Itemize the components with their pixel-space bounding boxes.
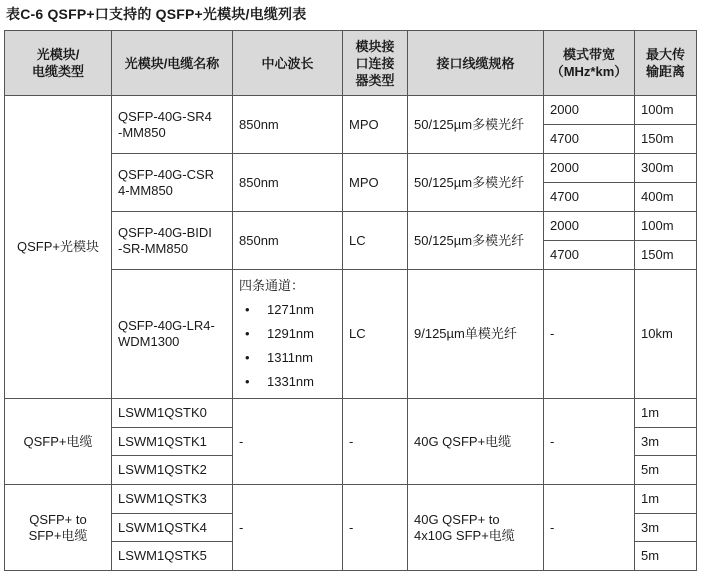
bandwidth-cell: -: [544, 485, 635, 571]
bandwidth-cell: 2000: [544, 96, 635, 125]
list-item: • 1311nm: [239, 346, 336, 370]
module-name-cell: LSWM1QSTK2: [112, 456, 233, 485]
col-header-name: 光模块/电缆名称: [112, 31, 233, 96]
wavelength-list: [239, 298, 336, 394]
wavelength-cell: 850nm: [233, 154, 343, 212]
cable-spec-cell: 40G QSFP+ to 4x10G SFP+电缆: [408, 485, 544, 571]
cable-spec-cell: 9/125µm单模光纤: [408, 270, 544, 399]
cable-spec-cell: 50/125µm多模光纤: [408, 96, 544, 154]
table-row: [5, 96, 697, 125]
group-type-cell: QSFP+电缆: [5, 399, 112, 485]
connector-cell: LC: [343, 270, 408, 399]
connector-cell: -: [343, 399, 408, 485]
cable-spec-cell: 50/125µm多模光纤: [408, 154, 544, 212]
distance-cell: 1m: [635, 399, 697, 428]
bandwidth-cell: -: [544, 399, 635, 485]
wavelength-cell: [233, 270, 343, 399]
distance-cell: 1m: [635, 485, 697, 514]
bandwidth-cell: -: [544, 270, 635, 399]
module-name-cell: LSWM1QSTK4: [112, 514, 233, 542]
distance-cell: 3m: [635, 428, 697, 456]
header-row: [5, 31, 697, 96]
distance-cell: 400m: [635, 183, 697, 212]
distance-cell: 300m: [635, 154, 697, 183]
distance-cell: 100m: [635, 212, 697, 241]
connector-cell: MPO: [343, 96, 408, 154]
col-header-wavelength: 中心波长: [233, 31, 343, 96]
table-caption: 表C-6 QSFP+口支持的 QSFP+光模块/电缆列表: [6, 6, 307, 22]
bandwidth-cell: 2000: [544, 212, 635, 241]
bandwidth-cell: 4700: [544, 241, 635, 270]
cable-spec-cell: 50/125µm多模光纤: [408, 212, 544, 270]
module-name-cell: LSWM1QSTK5: [112, 542, 233, 571]
cable-spec-cell: 40G QSFP+电缆: [408, 399, 544, 485]
module-name-cell: LSWM1QSTK0: [112, 399, 233, 428]
list-item: • 1331nm: [239, 370, 336, 394]
connector-cell: LC: [343, 212, 408, 270]
col-header-connector: 模块接 口连接 器类型: [343, 31, 408, 96]
distance-cell: 10km: [635, 270, 697, 399]
module-spec-table: [4, 30, 697, 571]
group-type-cell: QSFP+ to SFP+电缆: [5, 485, 112, 571]
col-header-bandwidth: 模式带宽 （MHz*km）: [544, 31, 635, 96]
wavelength-cell: 850nm: [233, 212, 343, 270]
wavelength-cell: -: [233, 485, 343, 571]
connector-cell: -: [343, 485, 408, 571]
module-name-cell: QSFP-40G-BIDI -SR-MM850: [112, 212, 233, 270]
bandwidth-cell: 4700: [544, 125, 635, 154]
col-header-cable: 接口线缆规格: [408, 31, 544, 96]
distance-cell: 5m: [635, 456, 697, 485]
distance-cell: 5m: [635, 542, 697, 571]
wavelength-channels-title: 四条通道：: [239, 278, 305, 293]
distance-cell: 3m: [635, 514, 697, 542]
col-header-distance: 最大传 输距离: [635, 31, 697, 96]
distance-cell: 150m: [635, 125, 697, 154]
module-name-cell: QSFP-40G-LR4- WDM1300: [112, 270, 233, 399]
module-name-cell: LSWM1QSTK3: [112, 485, 233, 514]
connector-cell: MPO: [343, 154, 408, 212]
wavelength-cell: -: [233, 399, 343, 485]
distance-cell: 100m: [635, 96, 697, 125]
module-name-cell: LSWM1QSTK1: [112, 428, 233, 456]
bandwidth-cell: 4700: [544, 183, 635, 212]
distance-cell: 150m: [635, 241, 697, 270]
module-name-cell: QSFP-40G-SR4 -MM850: [112, 96, 233, 154]
list-item: • 1271nm: [239, 298, 336, 322]
table-row: [5, 485, 697, 514]
list-item: • 1291nm: [239, 322, 336, 346]
group-type-cell: QSFP+光模块: [5, 96, 112, 399]
col-header-type: 光模块/ 电缆类型: [5, 31, 112, 96]
table-row: [5, 399, 697, 428]
module-name-cell: QSFP-40G-CSR 4-MM850: [112, 154, 233, 212]
wavelength-cell: 850nm: [233, 96, 343, 154]
bandwidth-cell: 2000: [544, 154, 635, 183]
